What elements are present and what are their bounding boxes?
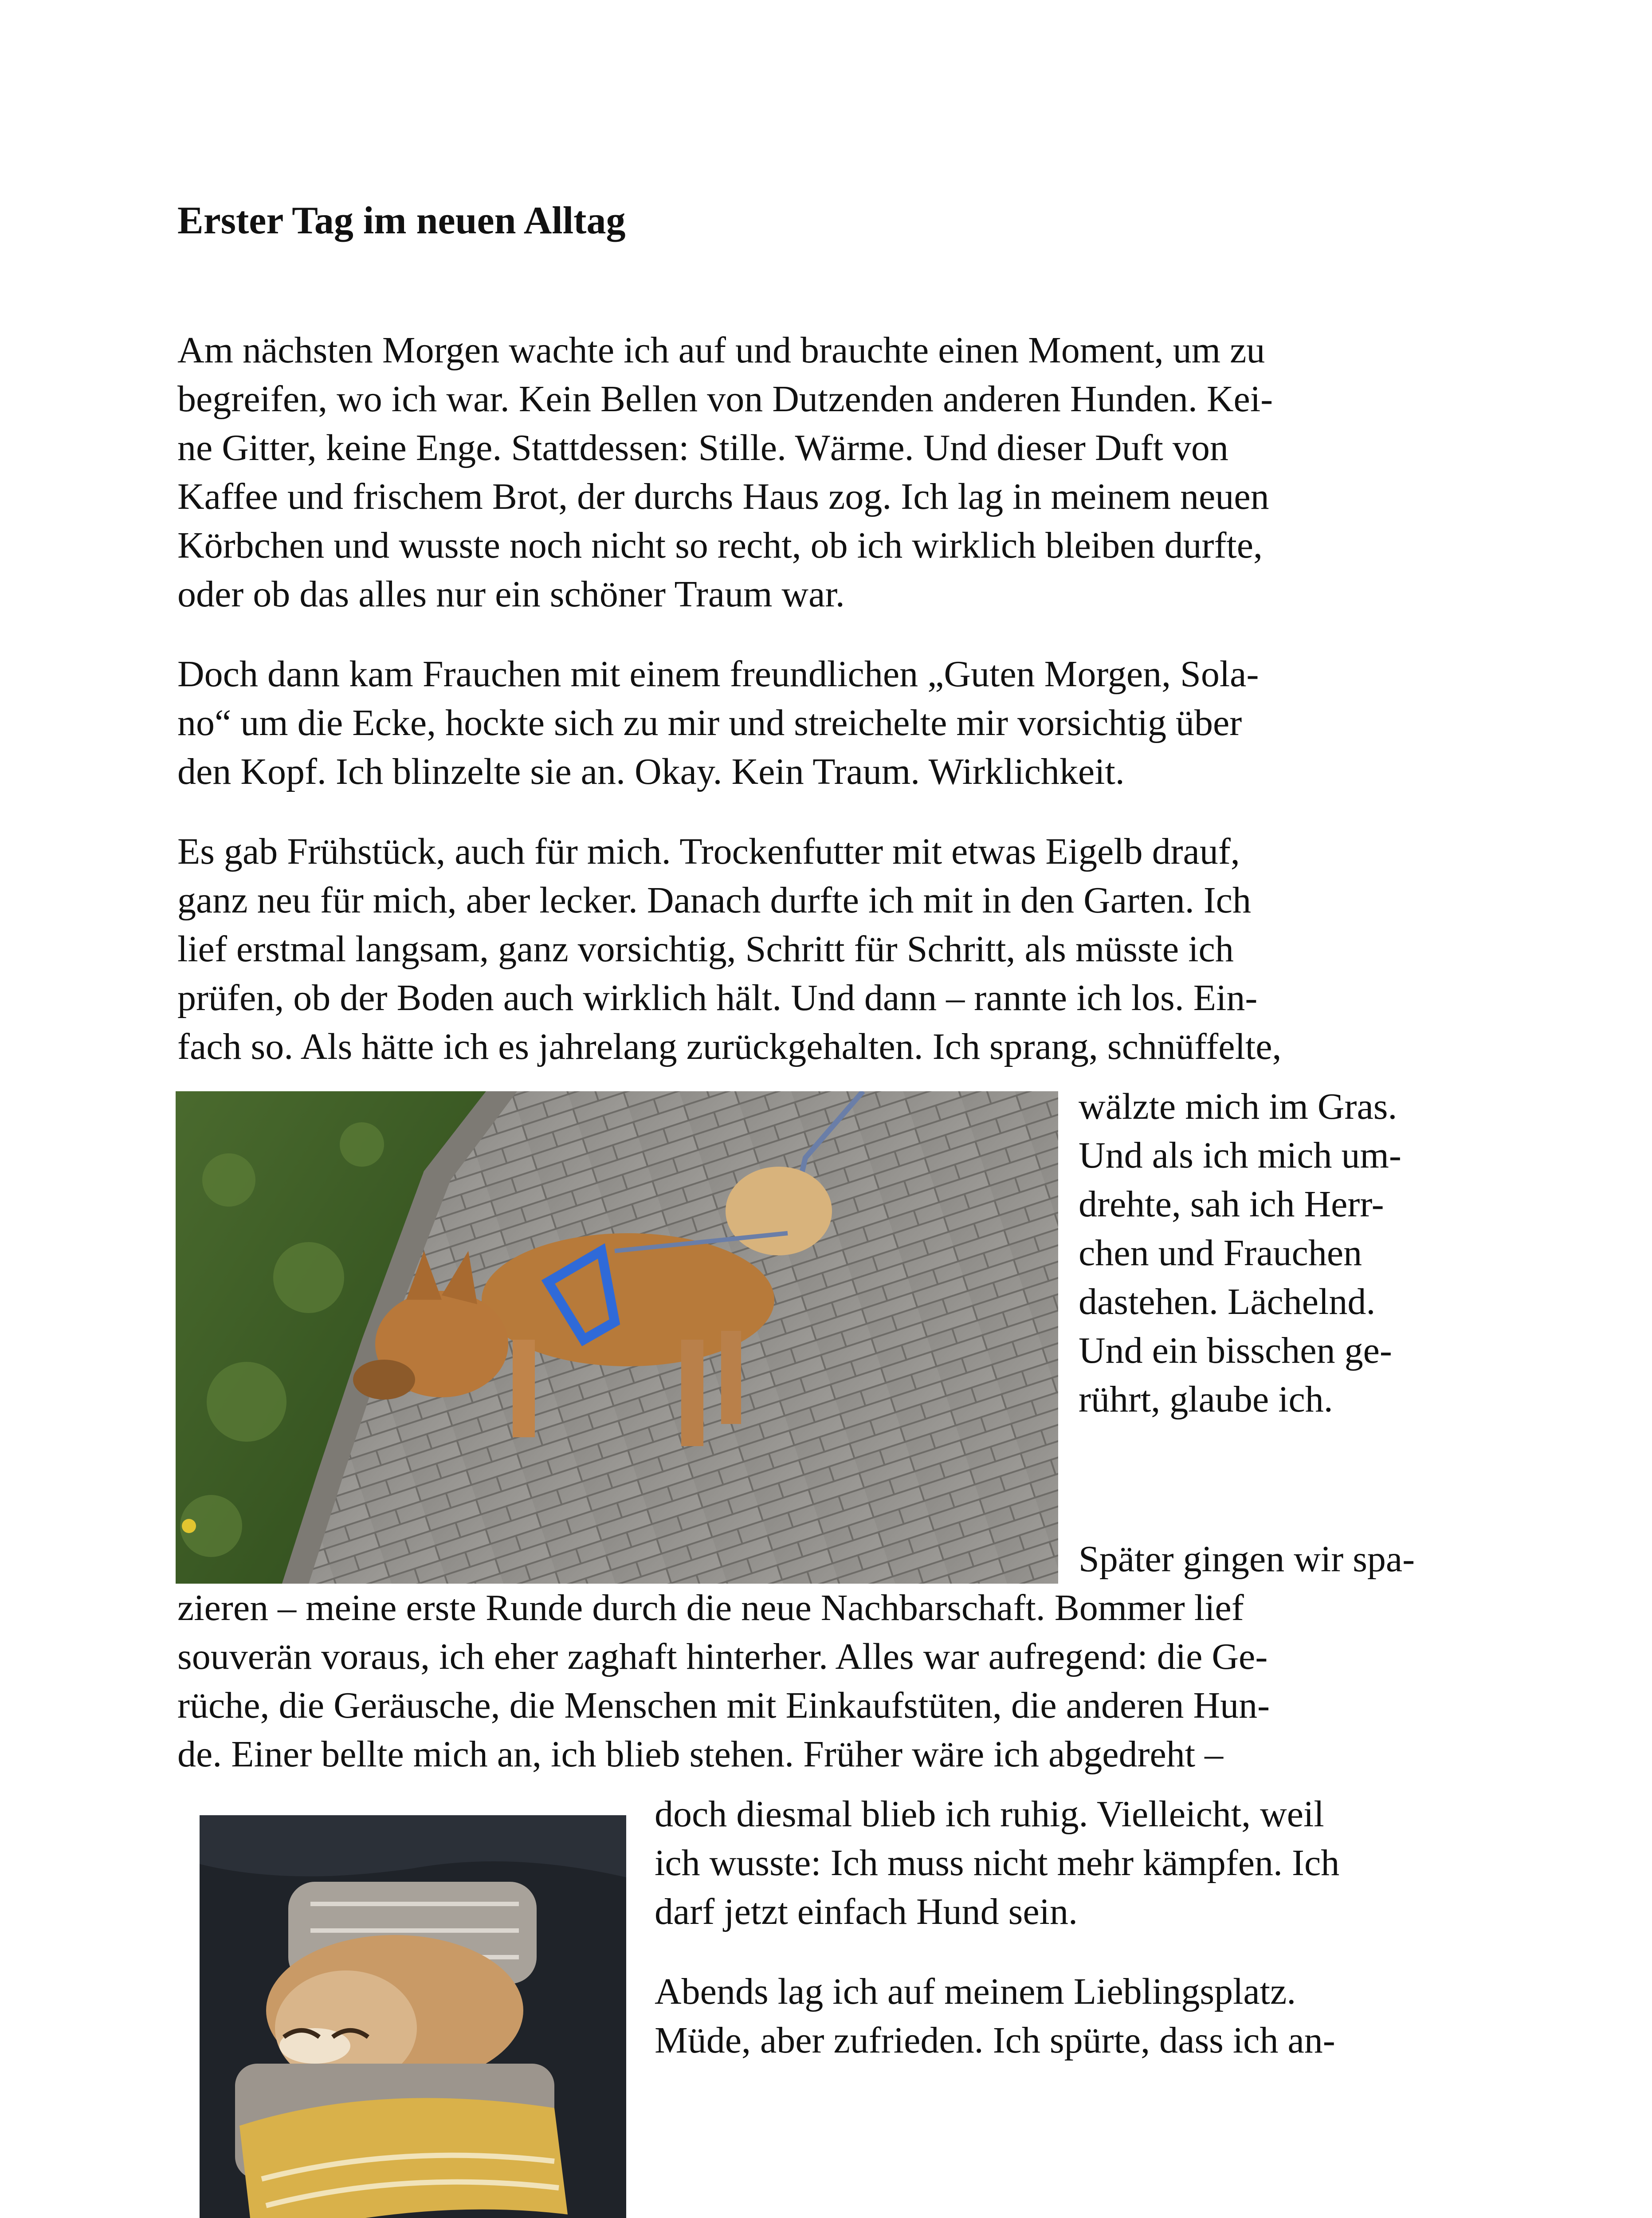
text-line: Später gingen wir spa- <box>1079 1538 1415 1580</box>
text-line: fach so. Als hätte ich es jahrelang zurückgehalten. Ich sprang, schnüffelte, <box>177 1026 1282 1067</box>
text-line: Doch dann kam Frauchen mit einem freundlichen „Guten Morgen, Sola- <box>177 653 1259 695</box>
text-line: begreifen, wo ich war. Kein Bellen von Dutzenden anderen Hunden. Kei- <box>177 378 1273 420</box>
text-line: Müde, aber zufrieden. Ich spürte, dass ich an- <box>655 2020 1335 2061</box>
chapter-title: Erster Tag im neuen Alltag <box>177 199 626 242</box>
text-line: wälzte mich im Gras. <box>1079 1086 1397 1127</box>
text-line: rüche, die Geräusche, die Menschen mit Einkaufstüten, die anderen Hun- <box>177 1685 1270 1726</box>
photo-dog-on-leash <box>176 1091 1058 1584</box>
text-line: darf jetzt einfach Hund sein. <box>655 1891 1078 1932</box>
text-line: zieren – meine erste Runde durch die neue Nachbarschaft. Bommer lief <box>177 1587 1244 1628</box>
text-line: Es gab Frühstück, auch für mich. Trockenfutter mit etwas Eigelb drauf, <box>177 831 1240 872</box>
text-line: de. Einer bellte mich an, ich blieb stehen. Früher wäre ich abgedreht – <box>177 1734 1224 1775</box>
text-line: den Kopf. Ich blinzelte sie an. Okay. Kein Traum. Wirklichkeit. <box>177 751 1125 792</box>
text-line: chen und Frauchen <box>1079 1232 1362 1274</box>
text-line: prüfen, ob der Boden auch wirklich hält. Und dann – rannte ich los. Ein- <box>177 977 1258 1019</box>
text-line: rührt, glaube ich. <box>1079 1379 1333 1420</box>
text-line: Abends lag ich auf meinem Lieblingsplatz. <box>655 1971 1296 2012</box>
text-line: ne Gitter, keine Enge. Stattdessen: Stille. Wärme. Und dieser Duft von <box>177 427 1228 468</box>
text-line: Am nächsten Morgen wachte ich auf und brauchte einen Moment, um zu <box>177 330 1265 371</box>
text-line: souverän voraus, ich eher zaghaft hinterher. Alles war aufregend: die Ge- <box>177 1636 1268 1677</box>
text-line: Körbchen und wusste noch nicht so recht, ob ich wirklich bleiben durfte, <box>177 525 1263 566</box>
text-line: Und als ich mich um- <box>1079 1135 1401 1176</box>
photo-dog-sleeping <box>200 1815 626 2218</box>
text-line: dastehen. Lächelnd. <box>1079 1281 1376 1322</box>
text-line: Und ein bisschen ge- <box>1079 1330 1392 1371</box>
text-line: doch diesmal blieb ich ruhig. Vielleicht, weil <box>655 1793 1324 1835</box>
text-line: drehte, sah ich Herr- <box>1079 1184 1384 1225</box>
text-line: Kaffee und frischem Brot, der durchs Haus zog. Ich lag in meinem neuen <box>177 476 1269 517</box>
text-line: ich wusste: Ich muss nicht mehr kämpfen. Ich <box>655 1842 1340 1884</box>
text-line: no“ um die Ecke, hockte sich zu mir und streichelte mir vorsichtig über <box>177 702 1242 743</box>
text-line: ganz neu für mich, aber lecker. Danach durfte ich mit in den Garten. Ich <box>177 880 1251 921</box>
text-line: lief erstmal langsam, ganz vorsichtig, Schritt für Schritt, als müsste ich <box>177 928 1234 970</box>
text-line: oder ob das alles nur ein schöner Traum war. <box>177 574 845 615</box>
